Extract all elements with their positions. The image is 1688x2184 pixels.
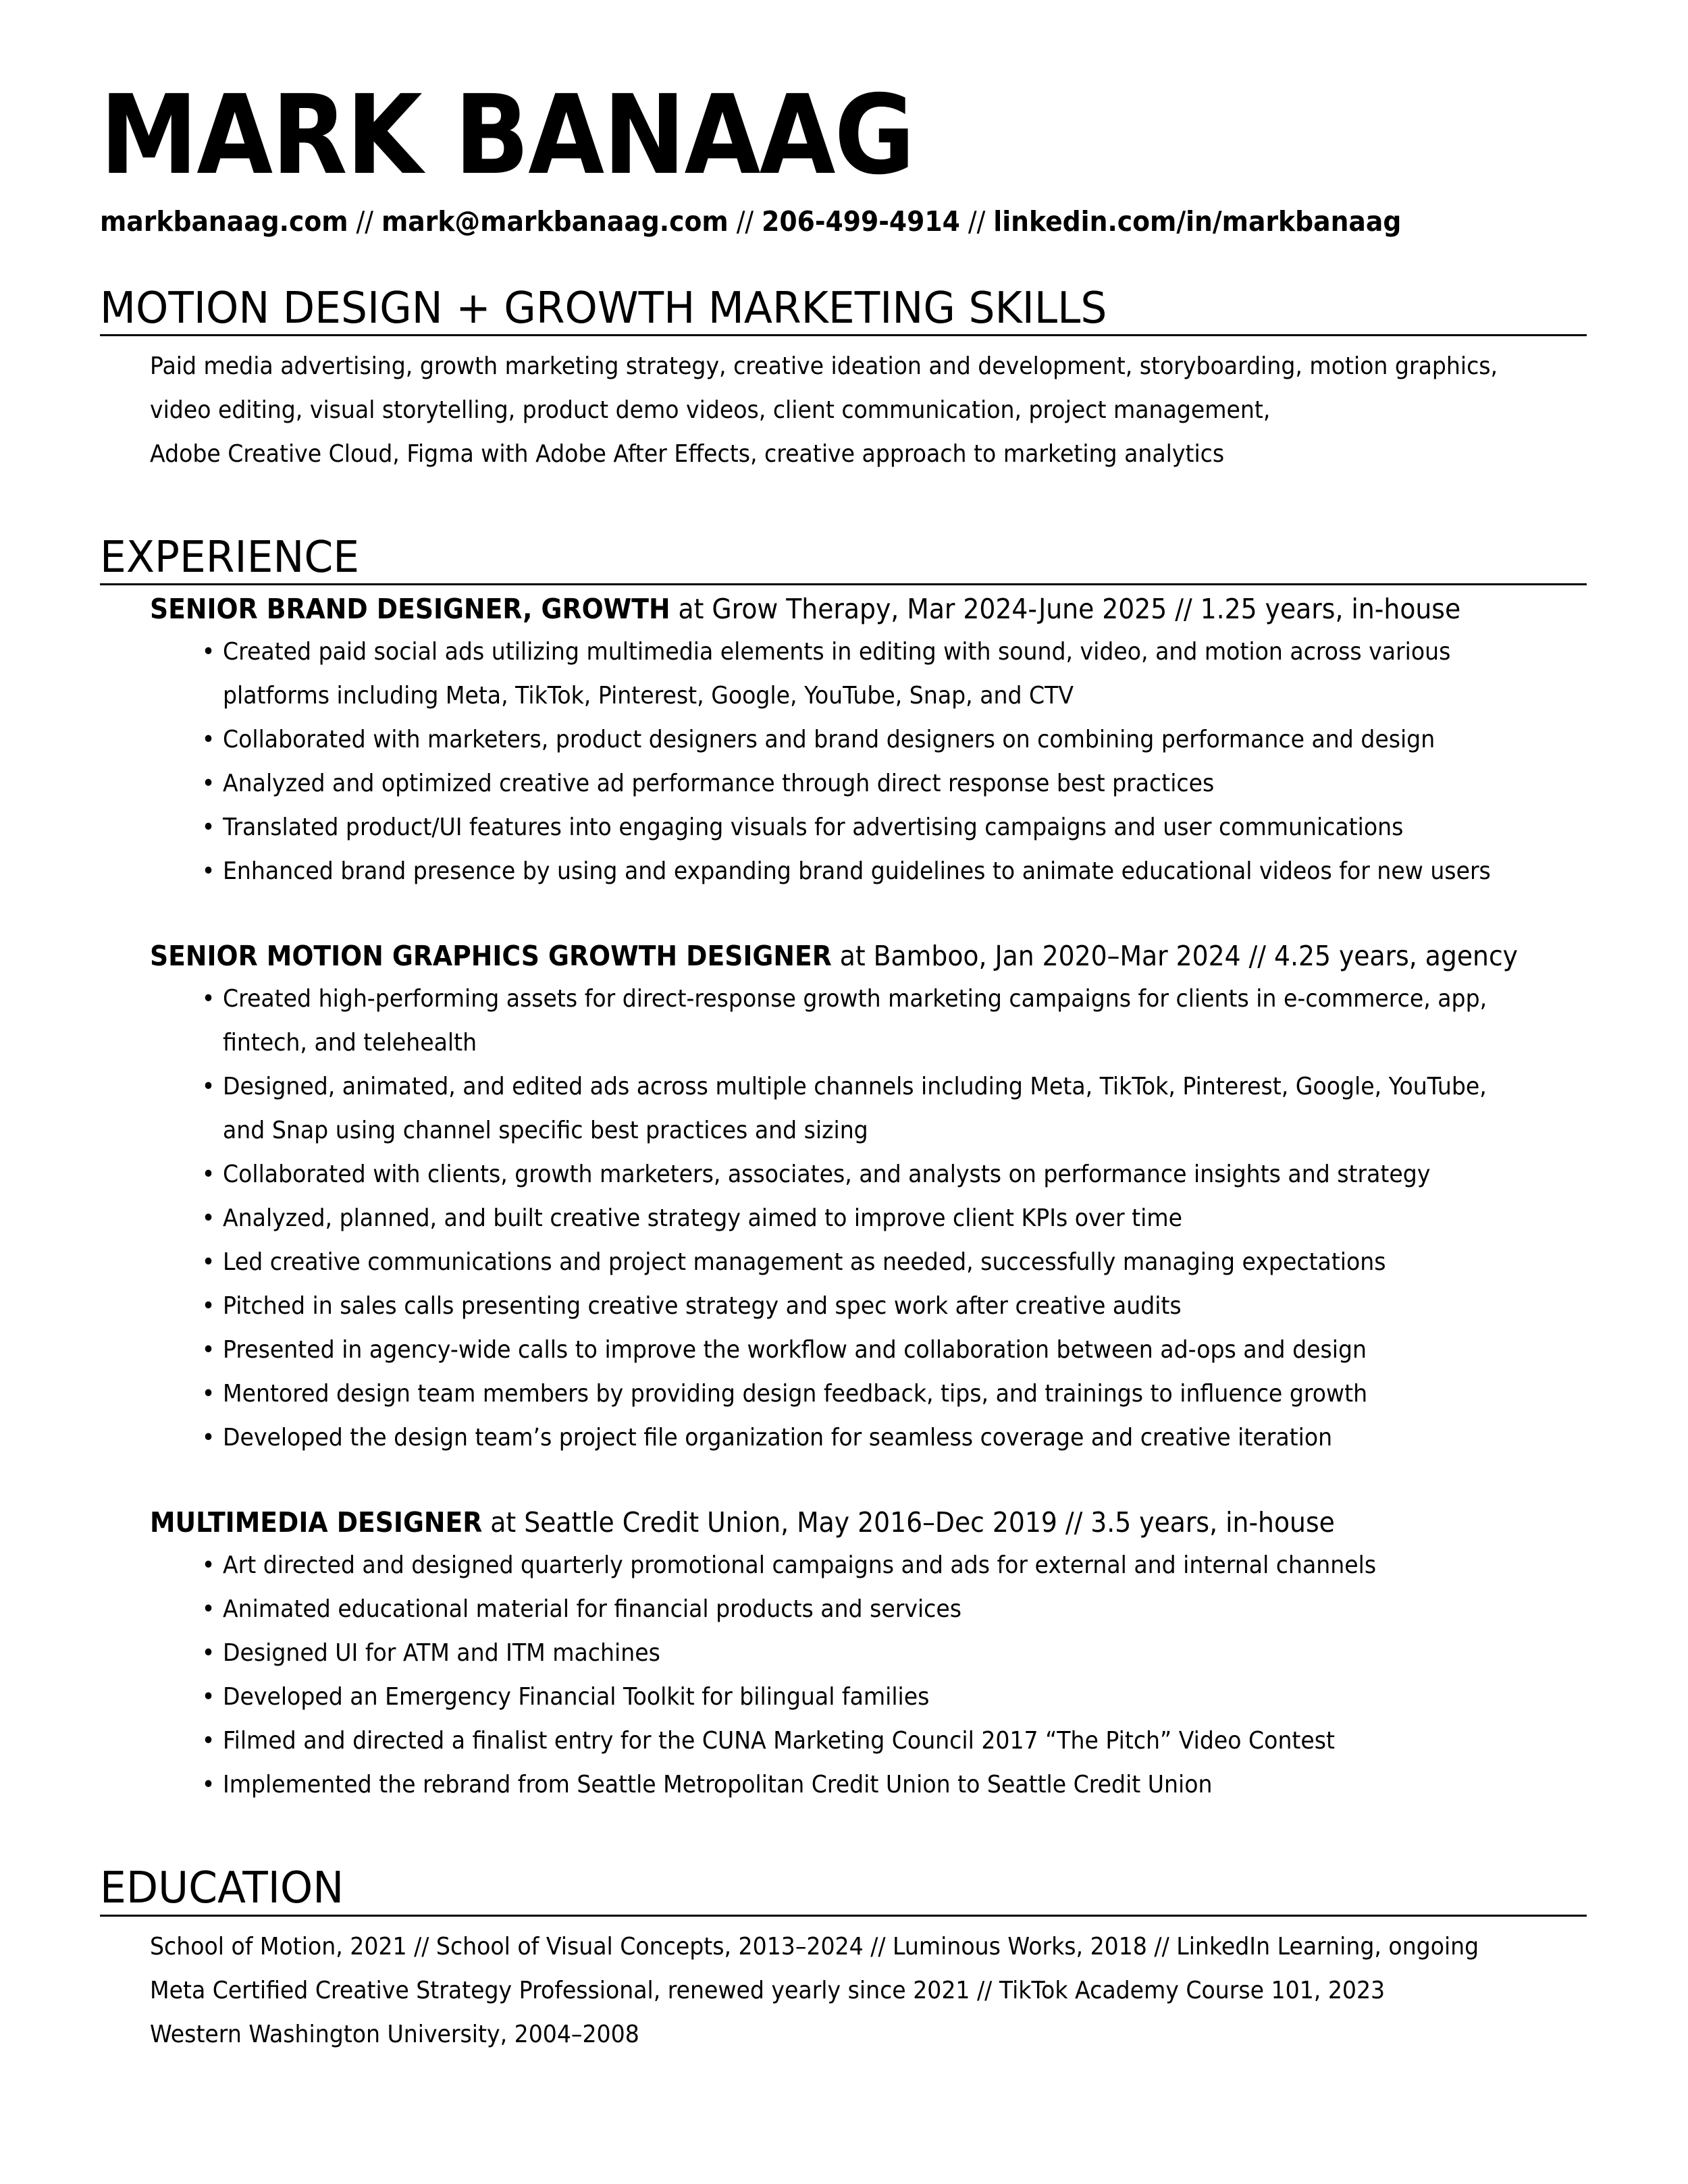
list-item	[223, 1328, 1602, 1372]
bullet-line: • Developed the design team’s project file organization for seamless coverage and creative iteration	[223, 1424, 1333, 1452]
list-item	[223, 1631, 1602, 1675]
phone-number[interactable]: 206-499-4914	[762, 205, 960, 238]
list-item	[223, 1240, 1602, 1284]
email-link[interactable]: mark@markbanaag.com	[381, 205, 729, 238]
bullet-line: • Designed UI for ATM and ITM machines	[223, 1639, 660, 1668]
list-item	[223, 1763, 1602, 1807]
bullet-line: • Collaborated with clients, growth marketers, associates, and analysts on performance insights and strategy	[223, 1161, 1431, 1189]
list-item	[223, 849, 1602, 893]
list-item	[223, 805, 1602, 849]
bullet-line: • Analyzed and optimized creative ad performance through direct response best practices	[223, 770, 1215, 798]
education-body	[100, 1925, 1587, 2056]
list-item	[223, 1152, 1602, 1196]
list-item	[223, 1065, 1602, 1152]
bullet-line: • Collaborated with marketers, product designers and brand designers on combining performance and design	[223, 726, 1435, 754]
job-details: at Bamboo, Jan 2020–Mar 2024 // 4.25 years, agency	[831, 940, 1519, 973]
bullet-line: • Translated product/UI features into engaging visuals for advertising campaigns and user communications	[223, 814, 1404, 842]
job-role: SENIOR BRAND DESIGNER, GROWTH	[150, 593, 670, 626]
education-line: School of Motion, 2021 // School of Visual Concepts, 2013–2024 // Luminous Works, 2018 // LinkedIn Learning, ongoing	[150, 1932, 1479, 1961]
list-item	[223, 1284, 1602, 1328]
job-header	[150, 935, 1519, 977]
bullet-line: • Developed an Emergency Financial Toolkit for bilingual families	[223, 1683, 930, 1711]
list-item	[223, 1372, 1602, 1416]
job-details: at Grow Therapy, Mar 2024-June 2025 // 1.25 years, in-house	[670, 593, 1461, 626]
education-line: Western Washington University, 2004–2008	[150, 2020, 639, 2048]
bullet-line: fintech, and telehealth	[223, 1029, 477, 1057]
list-item	[223, 1543, 1602, 1587]
bullet-line: and Snap using channel specific best practices and sizing	[223, 1117, 868, 1145]
list-item	[223, 762, 1602, 805]
bullet-line: • Analyzed, planned, and built creative strategy aimed to improve client KPIs over time	[223, 1204, 1183, 1233]
experience-heading-text: EXPERIENCE	[100, 533, 360, 583]
website-link[interactable]: markbanaag.com	[100, 205, 348, 238]
job-role: MULTIMEDIA DESIGNER	[150, 1506, 483, 1539]
job-bullets	[150, 977, 1587, 1460]
bullet-line: • Mentored design team members by providing design feedback, tips, and trainings to influence growth	[223, 1380, 1368, 1408]
bullet-line: • Art directed and designed quarterly promotional campaigns and ads for external and internal channels	[223, 1551, 1377, 1580]
contact-separator: //	[348, 205, 381, 238]
list-item	[223, 1675, 1602, 1719]
contact-separator: //	[959, 205, 994, 238]
list-item	[223, 630, 1602, 718]
bullet-line: • Presented in agency-wide calls to improve the workflow and collaboration between ad-ops and design	[223, 1336, 1367, 1364]
skills-heading	[100, 286, 1587, 336]
skills-line: Paid media advertising, growth marketing strategy, creative ideation and development, storyboarding, motion graphics,	[150, 352, 1498, 381]
skills-section	[100, 286, 1587, 476]
job-entry-grow-therapy	[150, 588, 1587, 893]
list-item	[223, 1196, 1602, 1240]
bullet-line: • Led creative communications and project management as needed, successfully managing expectations	[223, 1248, 1386, 1277]
skills-body	[100, 344, 1587, 476]
education-section	[100, 1863, 1587, 2056]
bullet-line: • Designed, animated, and edited ads across multiple channels including Meta, TikTok, Pinterest, Google, YouTube,	[223, 1073, 1487, 1101]
bullet-line: • Filmed and directed a finalist entry for the CUNA Marketing Council 2017 “The Pitch” Video Contest	[223, 1727, 1336, 1755]
list-item	[223, 718, 1602, 762]
contact-line	[100, 205, 1468, 238]
bullet-line: • Created high-performing assets for direct-response growth marketing campaigns for clients in e-commerce, app,	[223, 985, 1487, 1013]
bullet-line: • Implemented the rebrand from Seattle Metropolitan Credit Union to Seattle Credit Union	[223, 1771, 1213, 1799]
job-role: SENIOR MOTION GRAPHICS GROWTH DESIGNER	[150, 940, 832, 973]
bullet-line: • Created paid social ads utilizing multimedia elements in editing with sound, video, and motion across various	[223, 638, 1451, 666]
experience-body	[100, 588, 1587, 1807]
job-bullets	[150, 1543, 1587, 1807]
education-line: Meta Certified Creative Strategy Professional, renewed yearly since 2021 // TikTok Academy Course 101, 2023	[150, 1976, 1386, 2004]
list-item	[223, 977, 1602, 1065]
bullet-line: • Pitched in sales calls presenting creative strategy and spec work after creative audits	[223, 1292, 1182, 1321]
bullet-line: • Enhanced brand presence by using and expanding brand guidelines to animate educational videos for new users	[223, 857, 1491, 886]
job-header	[150, 588, 1472, 630]
list-item	[223, 1416, 1602, 1460]
experience-heading	[100, 535, 1587, 585]
list-item	[223, 1587, 1602, 1631]
contact-separator: //	[728, 205, 762, 238]
education-heading-text: EDUCATION	[100, 1863, 344, 1914]
candidate-name: MARK BANAAG	[100, 72, 914, 199]
experience-section	[100, 535, 1587, 1807]
resume-page	[100, 72, 1587, 2056]
job-details: at Seattle Credit Union, May 2016–Dec 2019 // 3.5 years, in-house	[482, 1506, 1335, 1539]
education-heading	[100, 1863, 1587, 1916]
job-bullets	[150, 630, 1587, 893]
skills-heading-text: MOTION DESIGN + GROWTH MARKETING SKILLS	[100, 284, 1107, 334]
list-item	[223, 1719, 1602, 1763]
skills-line: video editing, visual storytelling, product demo videos, client communication, project management,	[150, 396, 1271, 425]
job-entry-seattle-credit-union	[150, 1501, 1587, 1807]
job-entry-bamboo	[150, 935, 1587, 1460]
linkedin-link[interactable]: linkedin.com/in/markbanaag	[993, 205, 1402, 238]
bullet-line: • Animated educational material for financial products and services	[223, 1595, 961, 1624]
bullet-line: platforms including Meta, TikTok, Pinterest, Google, YouTube, Snap, and CTV	[223, 682, 1074, 710]
job-header	[150, 1501, 1472, 1543]
skills-line: Adobe Creative Cloud, Figma with Adobe After Effects, creative approach to marketing analytics	[150, 440, 1225, 469]
